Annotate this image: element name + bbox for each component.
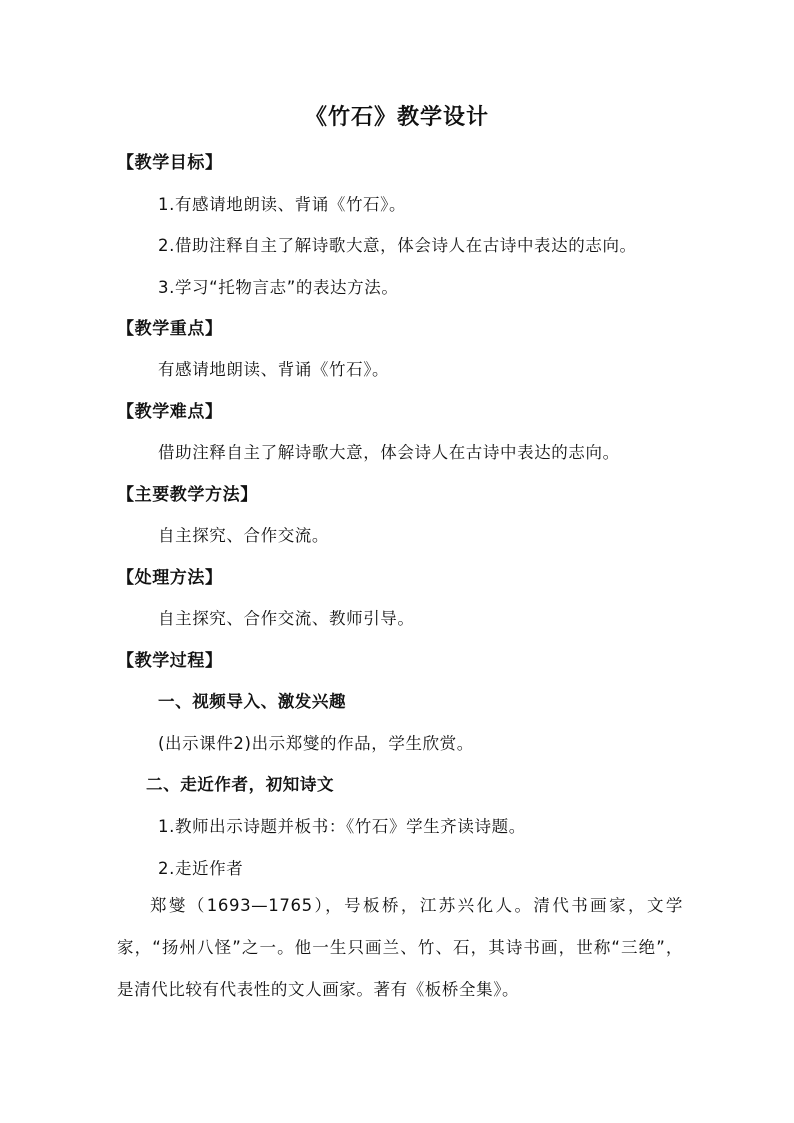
heading-key-points: 【教学重点】 bbox=[117, 319, 223, 339]
process-step2-heading: 二、走近作者，初知诗文 bbox=[146, 775, 335, 794]
heading-methods: 【主要教学方法】 bbox=[117, 485, 258, 505]
heading-process: 【教学过程】 bbox=[117, 651, 223, 671]
heading-objectives: 【教学目标】 bbox=[117, 153, 223, 173]
methods-text: 自主探究、合作交流。 bbox=[158, 526, 329, 545]
author-paragraph: 郑燮（1693—1765），号板桥，江苏兴化人。清代书画家，文学家，“扬州八怪”之一。他一生只画兰、竹、石，其诗书画，世称“三绝”，是清代比较有代表性的文人画家。著有《板桥全集》。 bbox=[117, 896, 683, 999]
process-step2-item-1: 1.教师出示诗题并板书：《竹石》学生齐读诗题。 bbox=[158, 817, 526, 836]
heading-difficulties: 【教学难点】 bbox=[117, 402, 223, 422]
process-step2-item-2: 2.走近作者 bbox=[158, 859, 244, 878]
key-points-text: 有感请地朗读、背诵《竹石》。 bbox=[158, 360, 390, 379]
objective-item-1: 1.有感请地朗读、背诵《竹石》。 bbox=[158, 195, 407, 214]
difficulties-text: 借助注释自主了解诗歌大意，体会诗人在古诗中表达的志向。 bbox=[158, 443, 620, 462]
process-step1-heading: 一、视频导入、激发兴趣 bbox=[158, 692, 347, 711]
heading-handling: 【处理方法】 bbox=[117, 568, 223, 588]
objective-item-2: 2.借助注释自主了解诗歌大意，体会诗人在古诗中表达的志向。 bbox=[158, 236, 637, 255]
process-step1-text: (出示课件2)出示郑燮的作品，学生欣赏。 bbox=[158, 734, 474, 753]
document-title: 《竹石》教学设计 bbox=[304, 105, 489, 130]
handling-text: 自主探究、合作交流、教师引导。 bbox=[158, 609, 415, 628]
objective-item-3: 3.学习“托物言志”的表达方法。 bbox=[158, 278, 399, 297]
